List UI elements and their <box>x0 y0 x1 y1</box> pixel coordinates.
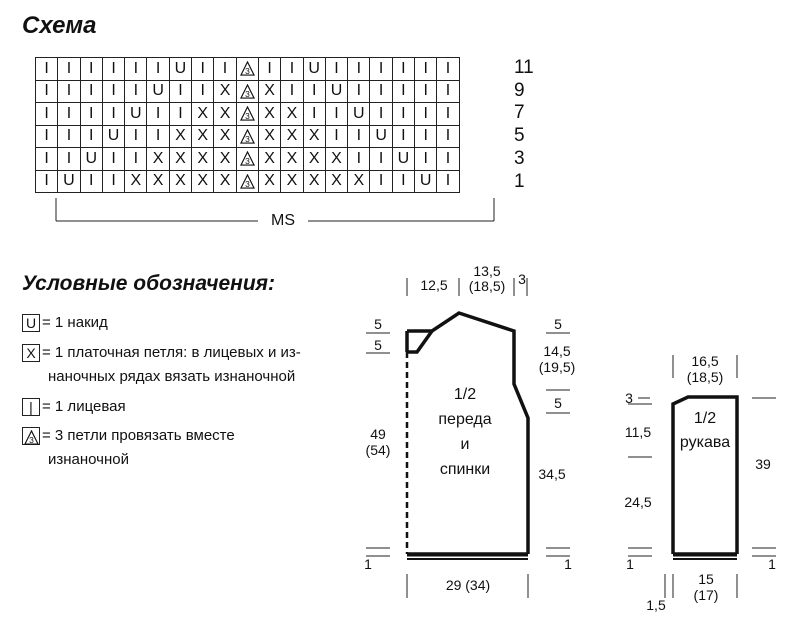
chart-cell: X <box>214 125 236 148</box>
sleeve-dim-bottom-right: 1 <box>768 556 776 572</box>
chart-cell: X <box>348 170 370 193</box>
sleeve-dim-left-top: 3 <box>625 390 633 406</box>
chart-cell: I <box>58 80 80 103</box>
legend-text: = 1 накид <box>42 314 108 331</box>
chart-cell: I <box>370 80 392 103</box>
chart-cell: U <box>415 170 437 193</box>
chart-cell: I <box>437 58 459 81</box>
chart-cell: X <box>214 148 236 171</box>
chart-cell: I <box>370 58 392 81</box>
sleeve-label-1: 1/2 <box>693 410 717 427</box>
chart-cell: I <box>36 103 58 126</box>
chart-cell: I <box>392 80 414 103</box>
dim-armhole-2: (19,5) <box>538 359 576 375</box>
chart-cell: I <box>147 103 169 126</box>
chart-cell: I <box>392 170 414 193</box>
chart-row-label: 7 <box>514 102 525 124</box>
chart-cell: U <box>147 80 169 103</box>
chart-cell: I <box>415 148 437 171</box>
chart-cell: I <box>303 103 325 126</box>
chart-cell: X <box>125 170 147 193</box>
chart-cell: I <box>102 170 124 193</box>
body-label-4: спинки <box>439 461 491 478</box>
chart-cell: I <box>437 170 459 193</box>
legend-text-cont: наночных рядах вязать изнаночной <box>48 368 296 385</box>
chart-cell: X <box>169 148 191 171</box>
sleeve-dim-right-height: 39 <box>755 456 771 472</box>
chart-cell: I <box>437 148 459 171</box>
chart-cell: I <box>325 103 347 126</box>
chart-cell: I <box>437 103 459 126</box>
chart-cell: U <box>80 148 102 171</box>
legend-item <box>22 312 108 334</box>
chart-cell: I <box>58 148 80 171</box>
legend-symbol: U <box>22 314 40 332</box>
chart-cell: X <box>214 80 236 103</box>
chart-cell: U <box>392 148 414 171</box>
chart-cell: I <box>125 148 147 171</box>
page-title: Схема <box>22 12 97 39</box>
dim-body-width: 29 (34) <box>445 577 491 593</box>
chart-cell: I <box>80 125 102 148</box>
chart-cell: X <box>258 125 280 148</box>
chart-cell: I <box>415 80 437 103</box>
chart-cell: U <box>58 170 80 193</box>
chart-cell: I <box>147 58 169 81</box>
chart-cell: X <box>258 103 280 126</box>
chart-cell: I <box>392 58 414 81</box>
chart-row-label: 11 <box>514 57 534 78</box>
chart-cell: I <box>415 58 437 81</box>
chart-cell: I <box>36 170 58 193</box>
legend-text: = 3 петли провязать вместе <box>42 427 235 444</box>
sleeve-dim-hem: 1,5 <box>646 597 666 613</box>
chart-cell: X <box>192 103 214 126</box>
chart-cell: X <box>281 170 303 193</box>
chart-cell: I <box>58 103 80 126</box>
chart-cell: I <box>147 125 169 148</box>
chart-cell: I <box>80 103 102 126</box>
legend-text-cont: изнаночной <box>48 451 129 468</box>
chart-cell: I <box>258 58 280 81</box>
chart-cell: I <box>348 58 370 81</box>
chart-cell: X <box>303 170 325 193</box>
chart-cell: I <box>415 103 437 126</box>
chart-cell: I <box>392 103 414 126</box>
chart-cell: X <box>169 170 191 193</box>
chart-cell: I <box>214 58 236 81</box>
chart-cell: I <box>80 80 102 103</box>
dim-top-left: 12,5 <box>420 277 448 293</box>
legend-title: Условные обозначения: <box>22 272 276 295</box>
chart-cell: U <box>325 80 347 103</box>
svg-text:3: 3 <box>244 111 250 122</box>
chart-cell: X <box>192 125 214 148</box>
svg-text:3: 3 <box>244 178 250 189</box>
chart-row-label: 5 <box>514 125 525 147</box>
legend-item <box>22 396 126 418</box>
chart-cell: I <box>370 148 392 171</box>
chart-cell: X <box>258 148 280 171</box>
chart-cell: X <box>214 170 236 193</box>
body-neckline <box>407 331 432 352</box>
legend-symbol: X <box>22 344 40 362</box>
sleeve-label-2: рукава <box>679 434 731 451</box>
svg-text:3: 3 <box>244 66 250 77</box>
chart-cell: U <box>348 103 370 126</box>
body-label-2: переда <box>438 411 492 428</box>
chart-cell: I <box>125 58 147 81</box>
body-label-1: 1/2 <box>453 386 477 403</box>
chart-cell: I <box>415 125 437 148</box>
legend-symbol: | <box>22 398 40 416</box>
sleeve-dim-width-2: (17) <box>693 587 719 603</box>
chart-cell: U <box>125 103 147 126</box>
chart-cell: I <box>192 80 214 103</box>
sleeve-dim-top-2: (18,5) <box>686 369 724 385</box>
chart-cell: I <box>58 125 80 148</box>
sleeve-dim-left-lower: 24,5 <box>624 494 652 510</box>
sleeve-dim-top-1: 16,5 <box>691 353 719 369</box>
dim-right-five-b: 5 <box>554 395 562 411</box>
chart-cell: U <box>102 125 124 148</box>
legend-item <box>22 342 301 364</box>
chart-cell: I <box>58 58 80 81</box>
dim-left-five-a: 5 <box>374 316 382 332</box>
chart-cell: X <box>258 80 280 103</box>
chart-cell: I <box>80 170 102 193</box>
svg-text:3: 3 <box>244 133 250 144</box>
chart-cell: I <box>102 58 124 81</box>
chart-cell: I <box>125 125 147 148</box>
dim-top-mid-2: (18,5) <box>468 278 506 294</box>
chart-row-label: 3 <box>514 147 525 169</box>
chart-cell: X <box>214 103 236 126</box>
dim-right-five-a: 5 <box>554 316 562 332</box>
dim-left-height-2: (54) <box>365 442 391 458</box>
chart-cell: X <box>325 170 347 193</box>
chart-cell: I <box>348 148 370 171</box>
legend-text: = 1 лицевая <box>42 398 126 415</box>
dim-top-mid-1: 13,5 <box>473 263 501 279</box>
svg-text:3: 3 <box>244 156 250 167</box>
chart-cell: I <box>325 58 347 81</box>
chart-cell: I <box>125 80 147 103</box>
legend-text: = 1 платочная петля: в лицевых и из- <box>42 344 301 361</box>
chart-cell: I <box>36 148 58 171</box>
chart-row-label: 1 <box>514 170 525 192</box>
chart-cell: X <box>281 103 303 126</box>
legend-item <box>22 425 235 447</box>
chart-cell: X <box>303 125 325 148</box>
chart-cell: U <box>303 58 325 81</box>
dim-left-height-1: 49 <box>370 426 386 442</box>
chart-cell: I <box>281 58 303 81</box>
sleeve-dim-bottom-left: 1 <box>626 556 634 572</box>
dim-bottom-left: 1 <box>364 556 372 572</box>
chart-cell: X <box>281 125 303 148</box>
chart-row-label: 9 <box>514 79 525 101</box>
sleeve-dim-left-upper: 11,5 <box>624 424 652 440</box>
chart-cell: I <box>348 125 370 148</box>
chart-cell: U <box>169 58 191 81</box>
chart-cell: I <box>102 80 124 103</box>
chart-cell: I <box>80 58 102 81</box>
chart-cell: I <box>36 125 58 148</box>
ms-label: MS <box>271 212 295 229</box>
chart-cell: I <box>192 58 214 81</box>
chart-cell: I <box>370 103 392 126</box>
chart-cell: X <box>303 148 325 171</box>
legend-symbol <box>22 427 40 445</box>
chart-cell: I <box>303 80 325 103</box>
dim-left-five-b: 5 <box>374 337 382 353</box>
dim-right-height: 34,5 <box>538 466 566 482</box>
chart-cell: X <box>169 125 191 148</box>
chart-cell: I <box>281 80 303 103</box>
chart-cell: X <box>281 148 303 171</box>
chart-cell: I <box>102 148 124 171</box>
chart-cell: I <box>437 125 459 148</box>
chart-cell: I <box>437 80 459 103</box>
chart-cell: I <box>169 103 191 126</box>
dim-armhole-1: 14,5 <box>543 343 571 359</box>
dim-top-right: 3 <box>518 271 526 287</box>
sleeve-dim-width-1: 15 <box>698 571 714 587</box>
chart-cell: I <box>36 58 58 81</box>
chart-cell: X <box>192 148 214 171</box>
chart-cell: I <box>370 170 392 193</box>
body-label-3: и <box>460 436 470 453</box>
chart-cell: I <box>392 125 414 148</box>
svg-text:3: 3 <box>28 434 34 445</box>
chart-cell: I <box>36 80 58 103</box>
chart-cell: U <box>370 125 392 148</box>
chart-cell: X <box>192 170 214 193</box>
chart-cell: I <box>325 125 347 148</box>
chart-cell: I <box>169 80 191 103</box>
chart-cell: I <box>102 103 124 126</box>
svg-text:3: 3 <box>244 88 250 99</box>
chart-cell: X <box>325 148 347 171</box>
chart-cell: X <box>147 170 169 193</box>
dim-bottom-right: 1 <box>564 556 572 572</box>
chart-cell: X <box>147 148 169 171</box>
chart-cell: I <box>348 80 370 103</box>
chart-cell: X <box>258 170 280 193</box>
